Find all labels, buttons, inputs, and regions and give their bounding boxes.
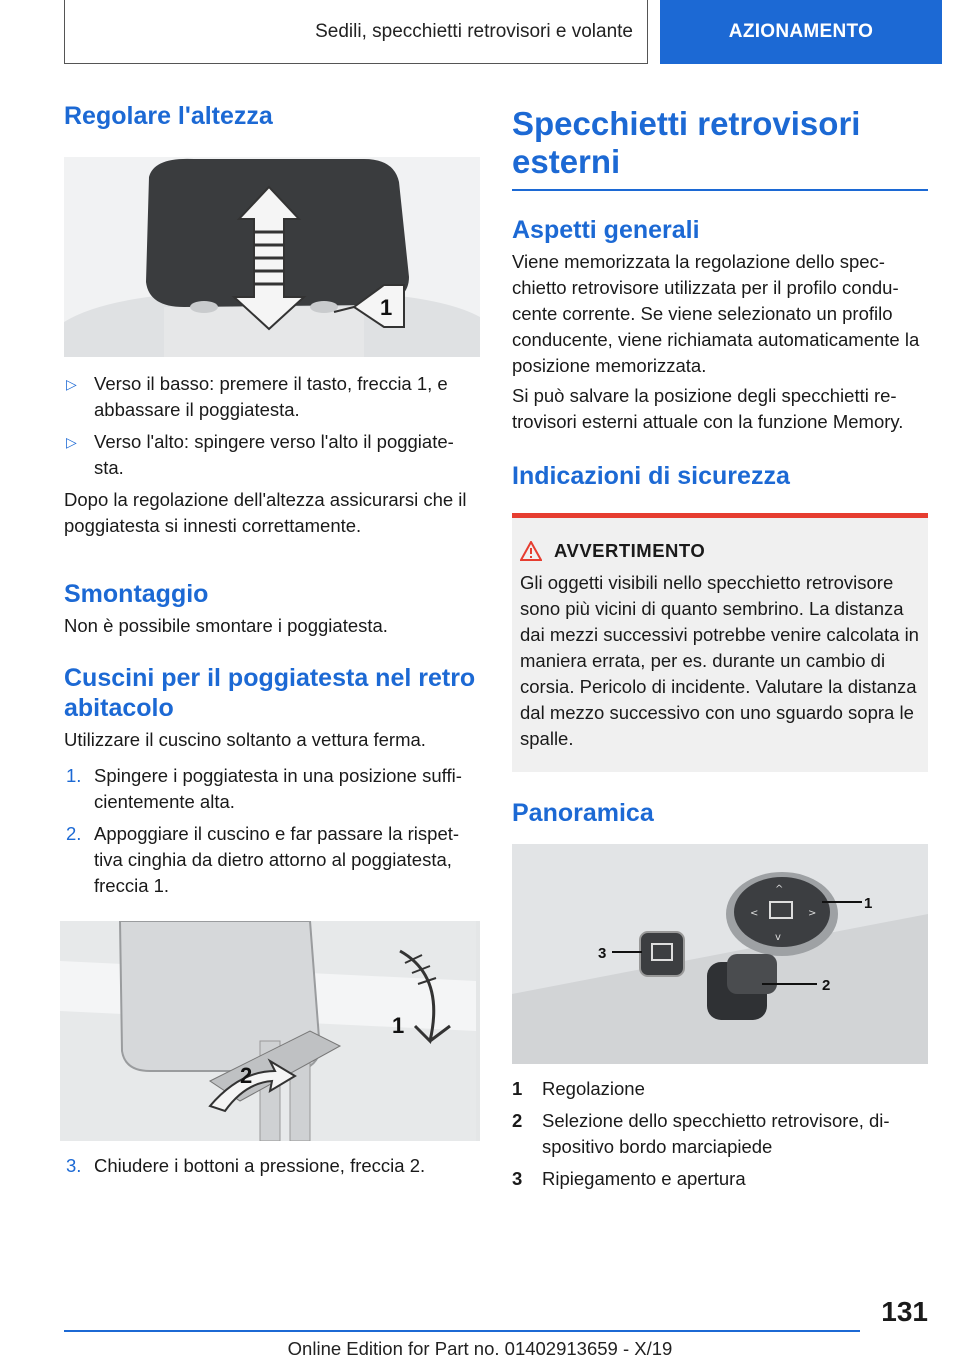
chapter-tab: AZIONAMENTO bbox=[660, 0, 942, 64]
list-item: ▷ Verso l'alto: spingere verso l'alto il poggiate-sta. bbox=[66, 431, 454, 478]
cushion-figure bbox=[60, 921, 480, 1141]
height-instructions bbox=[64, 371, 480, 481]
figure-callout-3: 3 bbox=[598, 945, 607, 962]
svg-text:<: < bbox=[750, 908, 759, 919]
triangle-bullet-icon: ▷ bbox=[66, 434, 77, 450]
cushion-text: Utilizzare il cuscino soltanto a vettura ferma. bbox=[64, 729, 426, 750]
removal-text: Non è possibile smontare i poggiatesta. bbox=[64, 615, 388, 636]
general-paragraph-1: Viene memorizzata la regolazione dello spec-chietto retrovisore utilizzata per il profilo condu-cente corrente. Se viene selezionato un profilo conducente, viene richiamata automaticamente la posizione memorizzata. bbox=[512, 251, 920, 376]
figure-callout-1: 1 bbox=[380, 295, 393, 320]
cushion-steps-continued bbox=[64, 1153, 480, 1179]
height-note: Dopo la regolazione dell'altezza assicurarsi che il poggiatesta si innesti correttamente. bbox=[64, 489, 467, 536]
figure-callout-2: 2 bbox=[240, 1063, 253, 1088]
figure-callout-2: 2 bbox=[822, 977, 831, 994]
heading-safety: Indicazioni di sicurezza bbox=[512, 462, 790, 490]
list-item: 1. Spingere i poggiatesta in una posizione suffi-cientemente alta. bbox=[66, 765, 462, 812]
headrest-illustration bbox=[64, 157, 480, 357]
right-column bbox=[512, 95, 928, 1198]
list-item: 2. Appoggiare il cuscino e far passare la rispet-tiva cinghia da dietro attorno al poggiatesta, freccia 1. bbox=[66, 823, 460, 896]
edition-text: Online Edition for Part no. 01402913659 - X/19 bbox=[287, 1338, 673, 1359]
warning-triangle-icon bbox=[520, 541, 542, 561]
heading-exterior-mirrors: Specchietti retrovisori esterni bbox=[512, 105, 861, 180]
svg-text:^: ^ bbox=[775, 884, 784, 895]
figure-callout-1: 1 bbox=[392, 1013, 405, 1038]
figure-legend bbox=[512, 1076, 928, 1192]
cushion-illustration bbox=[60, 921, 476, 1141]
heading-removal: Smontaggio bbox=[64, 580, 209, 608]
footer-rule bbox=[64, 1330, 860, 1332]
warning-text: Gli oggetti visibili nello specchietto retrovisore sono più vicini di quanto sembrino. La distanza dai mezzi successivi potrebbe venire calcolata in maniera errata, per es. durante un cambio di corsia. Pericolo di incidente. Valutare la distanza dal mezzo successivo con uno sguardo sopra le spalle. bbox=[520, 572, 919, 749]
heading-adjust-height: Regolare l'altezza bbox=[64, 102, 273, 130]
warning-box bbox=[512, 513, 928, 772]
heading-overview: Panoramica bbox=[512, 799, 654, 827]
list-item: 2 Selezione dello specchietto retrovisore, di-spositivo bordo marciapiede bbox=[512, 1110, 890, 1157]
headrest-height-figure bbox=[64, 157, 480, 357]
page-header bbox=[0, 0, 960, 66]
svg-text:v: v bbox=[775, 932, 781, 943]
general-paragraph-2: Si può salvare la posizione degli specchietti re-trovisori esterni attuale con la funzione Memory. bbox=[512, 385, 904, 432]
page-number: 131 bbox=[881, 1296, 928, 1327]
heading-rule bbox=[512, 189, 928, 191]
heading-cushions: Cuscini per il poggiatesta nel retro abitacolo bbox=[64, 664, 476, 722]
heading-general: Aspetti generali bbox=[512, 216, 700, 244]
triangle-bullet-icon: ▷ bbox=[66, 376, 77, 392]
mirror-controls-illustration bbox=[512, 844, 928, 1064]
warning-title: AVVERTIMENTO bbox=[554, 540, 706, 561]
left-column bbox=[64, 95, 480, 1185]
section-title: Sedili, specchietti retrovisori e volante bbox=[64, 0, 648, 64]
list-item: 1 Regolazione bbox=[512, 1078, 645, 1099]
list-item: 3 Ripiegamento e apertura bbox=[512, 1168, 746, 1189]
list-item: 3. Chiudere i bottoni a pressione, freccia 2. bbox=[66, 1155, 426, 1176]
figure-callout-1: 1 bbox=[864, 895, 873, 912]
mirror-controls-figure bbox=[512, 844, 928, 1064]
cushion-steps bbox=[64, 763, 480, 899]
svg-text:>: > bbox=[808, 908, 817, 919]
list-item: ▷ Verso il basso: premere il tasto, freccia 1, e abbassare il poggiatesta. bbox=[66, 373, 448, 420]
